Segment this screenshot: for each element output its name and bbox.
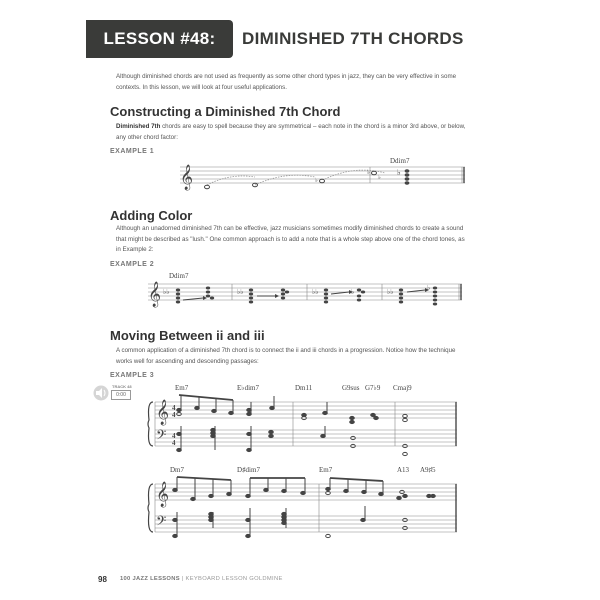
- svg-text:4: 4: [172, 432, 176, 440]
- chord-symbol: G9sus: [342, 384, 360, 392]
- svg-text:♭: ♭: [397, 168, 401, 177]
- brace-icon: [148, 484, 153, 532]
- svg-text:♭♭: ♭♭: [237, 288, 244, 296]
- treble-clef-icon: 𝄞: [148, 282, 162, 307]
- running-footer: 100 JAZZ LESSONS | KEYBOARD LESSON GOLDMINE: [120, 576, 283, 582]
- section-heading-constructing: Constructing a Diminished 7th Chord: [110, 104, 341, 119]
- bass-clef-icon: 𝄢: [156, 427, 167, 446]
- svg-text:♭: ♭: [427, 284, 431, 292]
- chord-symbol: Cmaj9: [393, 384, 412, 392]
- series-title: KEYBOARD LESSON GOLDMINE: [185, 576, 283, 582]
- chord-symbol: G7♭9: [365, 384, 381, 392]
- brace-icon: [148, 402, 153, 446]
- section-heading-adding-color: Adding Color: [110, 208, 193, 223]
- svg-text:♭: ♭: [315, 178, 318, 184]
- svg-text:♭♭: ♭♭: [387, 288, 394, 296]
- chord-symbol: Ddim7: [390, 157, 410, 165]
- chord-symbol: D♯dim7: [237, 466, 260, 474]
- chord-symbol: Dm11: [295, 384, 313, 392]
- example-2-staff: [145, 270, 465, 310]
- treble-clef-icon: 𝄞: [156, 400, 170, 425]
- treble-clef-icon: 𝄞: [180, 165, 194, 190]
- chord-symbol: Dm7: [170, 466, 184, 474]
- treble-clef-icon: 𝄞: [156, 482, 170, 507]
- track-time[interactable]: 0:00: [111, 390, 131, 400]
- page-title: DIMINISHED 7TH CHORDS: [242, 29, 464, 48]
- section-body-adding-color: Although an unadorned diminished 7th can be effective, jazz musicians sometimes modify diminished chords to create a sound that might be described as "lush." One common approach is to add a note that is a whole step above one of the chord tones, as in Example 2:: [116, 225, 465, 253]
- svg-text:♭: ♭: [351, 288, 355, 296]
- svg-text:4: 4: [172, 404, 176, 412]
- example-3-label: EXAMPLE 3: [110, 372, 155, 379]
- example-1-staff: [175, 155, 475, 195]
- lesson-number: LESSON #48:: [103, 29, 216, 48]
- intro-paragraph: Although diminished chords are not used as frequently as some other chord types in jazz, they can be very effective in some contexts. In this lesson, we will look at four useful applications.: [116, 73, 457, 91]
- svg-text:♭: ♭: [378, 175, 381, 181]
- lesson-banner: [86, 20, 233, 58]
- page-number: 98: [98, 575, 107, 584]
- chord-symbol: Em7: [175, 384, 189, 392]
- chord-symbol: A13: [397, 466, 410, 474]
- section-heading-moving: Moving Between ii and iii: [110, 328, 265, 343]
- chord-symbol: Ddim7: [169, 272, 189, 280]
- svg-text:♭♭: ♭♭: [163, 288, 170, 296]
- bass-clef-icon: 𝄢: [156, 513, 167, 532]
- svg-text:4: 4: [172, 411, 176, 419]
- chord-symbol: A9♯5: [420, 466, 436, 474]
- svg-text:4: 4: [172, 439, 176, 447]
- body-text: chords are easy to spell because they are symmetrical – each note in the chord is a minor 3rd above, or below, any other chord factor:: [116, 123, 466, 141]
- example-2-label: EXAMPLE 2: [110, 261, 155, 268]
- speaker-icon[interactable]: [92, 385, 110, 401]
- term-bold: Diminished 7th: [116, 123, 161, 130]
- chord-symbol: Em7: [319, 466, 333, 474]
- chord-symbol: E♭dim7: [237, 384, 259, 392]
- example-3-system-2: [145, 462, 465, 552]
- example-3-system-1: [145, 380, 465, 460]
- book-title: 100 JAZZ LESSONS: [120, 576, 180, 582]
- track-label: TRACK 48: [112, 384, 132, 389]
- svg-text:♭: ♭: [367, 170, 370, 176]
- section-body-constructing: [116, 122, 470, 143]
- section-body-moving: A common application of a diminished 7th chord is to connect the ii and iii chords in a progression. Notice how the technique works well for ascending and descending passages:: [116, 347, 456, 365]
- svg-text:♭♭: ♭♭: [312, 288, 319, 296]
- example-1-label: EXAMPLE 1: [110, 148, 155, 155]
